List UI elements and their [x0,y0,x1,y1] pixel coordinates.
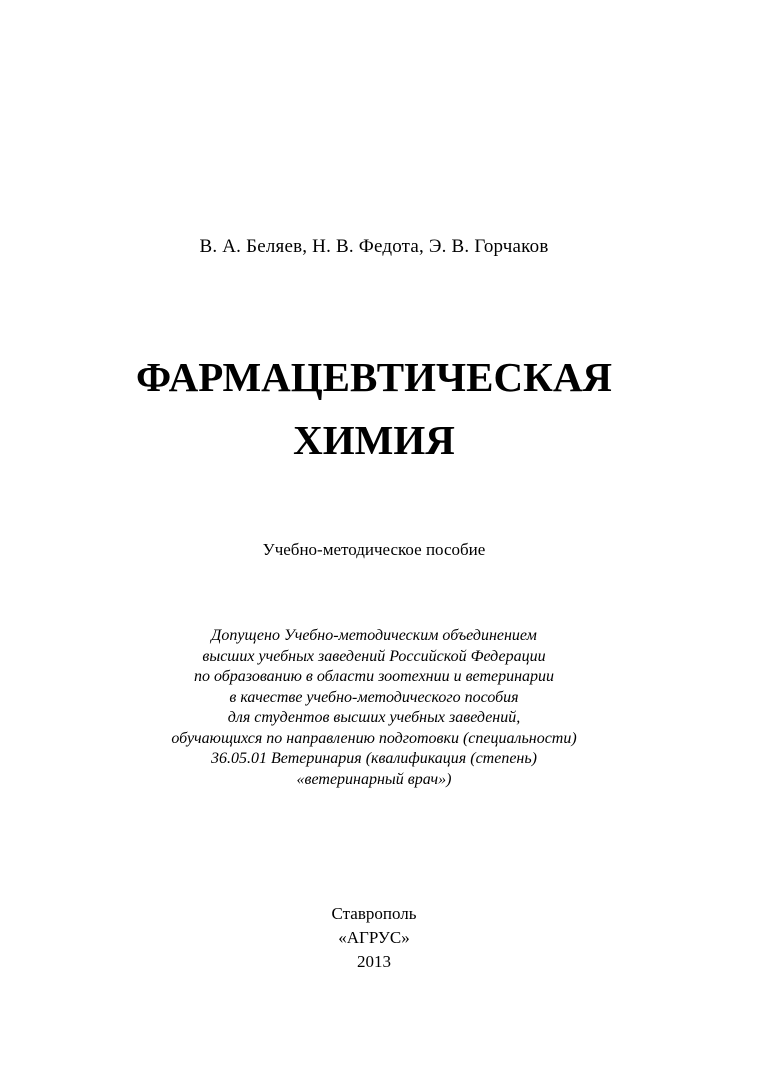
approval-line: 36.05.01 Ветеринария (квалификация (степень) [211,750,537,767]
approval-line: высших учебных заведений Российской Федерации [202,647,546,665]
approval-statement [0,626,748,790]
approval-line: Допущено Учебно-методическим объединением [211,627,537,644]
approval-line: обучающихся по направлению подготовки (специальности) [171,729,577,747]
book-title-line-2: ХИМИЯ [293,417,455,463]
approval-line: по образованию в области зоотехнии и ветеринарии [193,668,555,685]
imprint-publisher: «АГРУС» [338,928,410,947]
book-subtitle: Учебно-методическое пособие [262,540,486,559]
book-title-line-1: ФАРМАЦЕВТИЧЕСКАЯ [135,354,613,400]
imprint-city: Ставрополь [331,904,417,923]
imprint [0,902,748,974]
imprint-year: 2013 [357,952,391,971]
approval-line: в качестве учебно-методического пособия [229,688,519,706]
authors: В. А. Беляев, Н. В. Федота, Э. В. Горчаков [199,236,549,257]
book-title [0,346,748,472]
approval-line: для студентов высших учебных заведений, [227,709,521,726]
approval-line: «ветеринарный врач») [296,770,452,788]
